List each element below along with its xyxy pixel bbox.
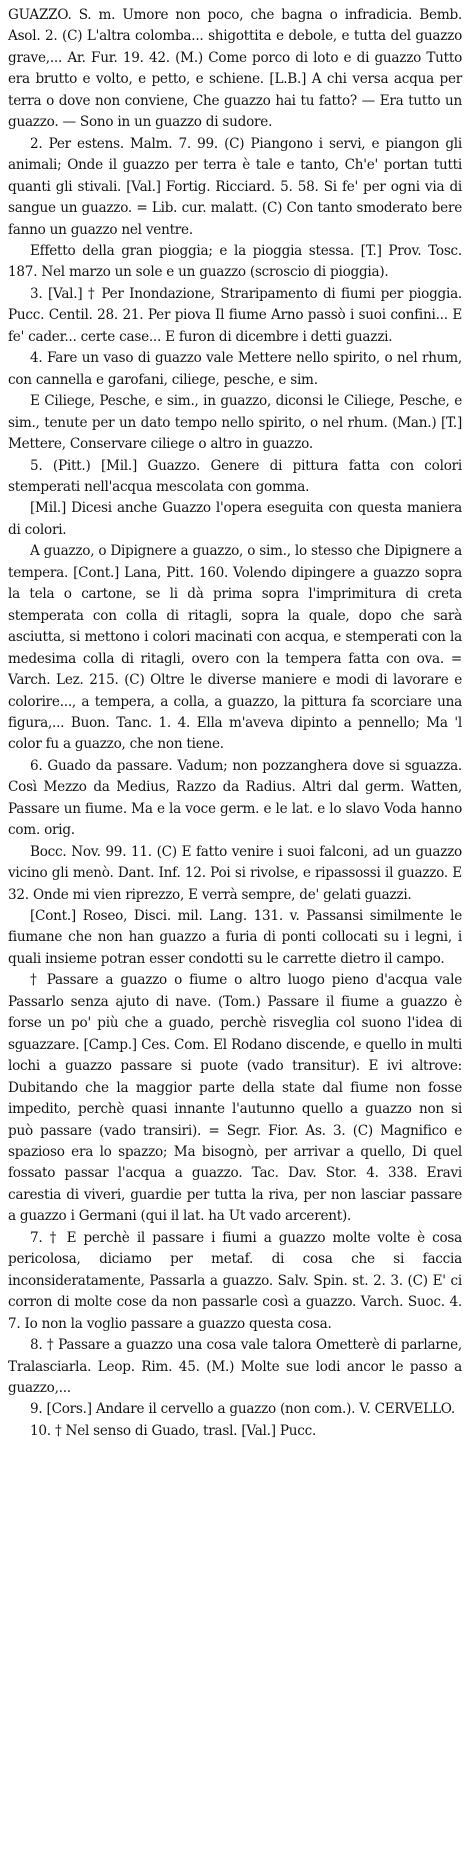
sense-6d-paragraph: † Passare a guazzo o fiume o altro luogo pieno d'acqua vale Passarlo senza ajuto di nave. (Tom.) Passare il fiume a guazzo è forse un po' più che a guado, perchè risveglia col suono l'idea di sguazzare. [Camp.] Ces. Com. El Rodano discende, e quello in multi lochi a guazzo passare si puote (vado transitur). E ivi altrove: Dubitando che la maggior parte della state dal fiume non fosse impedito, perchè quasi innante l'autunno quello a guazzo non si può passare (vado transiri). = Segr. Fior. As. 3. (C) Magnifico e spazioso era lo spazzo; Ma bisognò, per arrivar a quello, Di quel fossato passar l'acqua a guazzo. Tac. Dav. Stor. 4. 338. Eravi carestia di viveri, guardie per tutta la riva, per non lasciar passare a guazzo i Germani (qui il lat. ha Ut vado arcerent). bbox=[8, 972, 462, 1225]
sense-6-paragraph: 6. Guado da passare. Vadum; non pozzanghera dove si sguazza. Così Mezzo da Medius, Razzo da Radius. Altri dal germ. Watten, Passare un fiume. Ma e la voce germ. e le lat. e lo slavo Voda hanno com. orig. bbox=[8, 757, 462, 839]
sense-5b-paragraph: [Mil.] Dicesi anche Guazzo l'opera eseguita con questa maniera di colori. bbox=[8, 500, 462, 538]
entry-headword-paragraph: GUAZZO. S. m. Umore non poco, che bagna o infradicia. Bemb. Asol. 2. (C) L'altra colomba... shigottita e debole, e tutta del guazzo grave,... Ar. Fur. 19. 42. (M.) Come porco di loto e di guazzo Tutto era brutto e volto, e petto, e schiene. [L.B.] A chi versa acqua per terra o dove non conviene, Che guazzo hai tu fatto? — Era tutto un guazzo. — Sono in un guazzo di sudore. bbox=[8, 7, 462, 131]
sense-2b-paragraph: Effetto della gran pioggia; e la pioggia stessa. [T.] Prov. Tosc. 187. Nel marzo un sole e un guazzo (scroscio di pioggia). bbox=[8, 242, 462, 281]
sense-4b-paragraph: E Ciliege, Pesche, e sim., in guazzo, diconsi le Ciliege, Pesche, e sim., tenute per un dato tempo nello spirito, o nel rhum. (Man.) [T.] Mettere, Conservare ciliege o altro in guazzo. bbox=[8, 393, 462, 453]
sense-6b-paragraph: Bocc. Nov. 99. 11. (C) E fatto venire i suoi falconi, ad un guazzo vicino gli menò. Dant. Inf. 12. Poi si rivolse, e ripassossi il guazzo. E 32. Onde mi vien riprezzo, E verrà sempre, de' gelati guazzi. bbox=[8, 843, 462, 903]
sense-8-paragraph: 8. † Passare a guazzo una cosa vale talora Ometterè di parlarne, Tralasciarla. Leop. Rim. 45. (M.) Molte sue lodi ancor le passo a guazzo,... bbox=[8, 1337, 462, 1396]
sense-7-paragraph: 7. † E perchè il passare i fiumi a guazzo molte volte è cosa pericolosa, diciamo per metaf. di cosa che si faccia inconsideratamente, Passarla a guazzo. Salv. Spin. st. 2. 3. (C) E' ci corron di molte cose da non passarle così a guazzo. Varch. Suoc. 4. 7. Io non la voglio passare a guazzo questa cosa. bbox=[8, 1229, 462, 1332]
sense-5-paragraph: 5. (Pitt.) [Mil.] Guazzo. Genere di pittura fatta con colori stemperati nell'acqua mescolata con gomma. bbox=[8, 457, 462, 495]
sense-3-paragraph: 3. [Val.] † Per Inondazione, Straripamento di fiumi per pioggia. Pucc. Centil. 28. 21. Per piova Il fiume Arno passò i suoi confini... E fe' cader... certe case... E furon di dicembre i detti guazzi. bbox=[8, 285, 462, 345]
sense-10-paragraph: 10. † Nel senso di Guado, trasl. [Val.] Pucc. bbox=[30, 1422, 317, 1439]
sense-6c-paragraph: [Cont.] Roseo, Disci. mil. Lang. 131. v. Passansi similmente le fiumane che non han guazzo a furia di ponti collocati su i legni, i quali insieme potran esser condotti su le carrette dietro il campo. bbox=[8, 908, 462, 967]
sense-5c-paragraph: A guazzo, o Dipignere a guazzo, o sim., lo stesso che Dipignere a tempera. [Cont.] Lana, Pitt. 160. Volendo dipingere a guazzo sopra la tela o cartone, se li dà prima sopra l'imprimitura di creta stemperata con colla di ritagli, sopra la quale, dopo che sarà asciutta, si mettono i colori macinati con acqua, e stemperati con la medesima colla di ritagli, overo con la tempera fatta con ova. = Varch. Lez. 215. (C) Oltre le diverse maniere e modi di lavorare e colorire..., a tempera, a colla, a guazzo, la pittura fa scorciare una figura,... Buon. Tanc. 1. 4. Ella m'aveva dipinto a pennello; Ma 'l color fu a guazzo, che non tiene. bbox=[8, 543, 462, 753]
sense-4-paragraph: 4. Fare un vaso di guazzo vale Mettere nello spirito, o nel rhum, con cannella e garofani, ciliege, pesche, e sim. bbox=[8, 350, 462, 388]
sense-9-paragraph: 9. [Cors.] Andare il cervello a guazzo (non com.). V. CERVELLO. bbox=[30, 1401, 455, 1418]
sense-2-paragraph: 2. Per estens. Malm. 7. 99. (C) Piangono i servi, e piangon gli animali; Onde il guazzo per terra è tale e tanto, Ch'e' portan tutti quanti gli stivali. [Val.] Fortig. Ricciard. 5. 58. Si fe' per ogni via di sangue un guazzo. = Lib. cur. malatt. (C) Con tanto smoderato bere fanno un guazzo nel ventre. bbox=[8, 135, 462, 238]
